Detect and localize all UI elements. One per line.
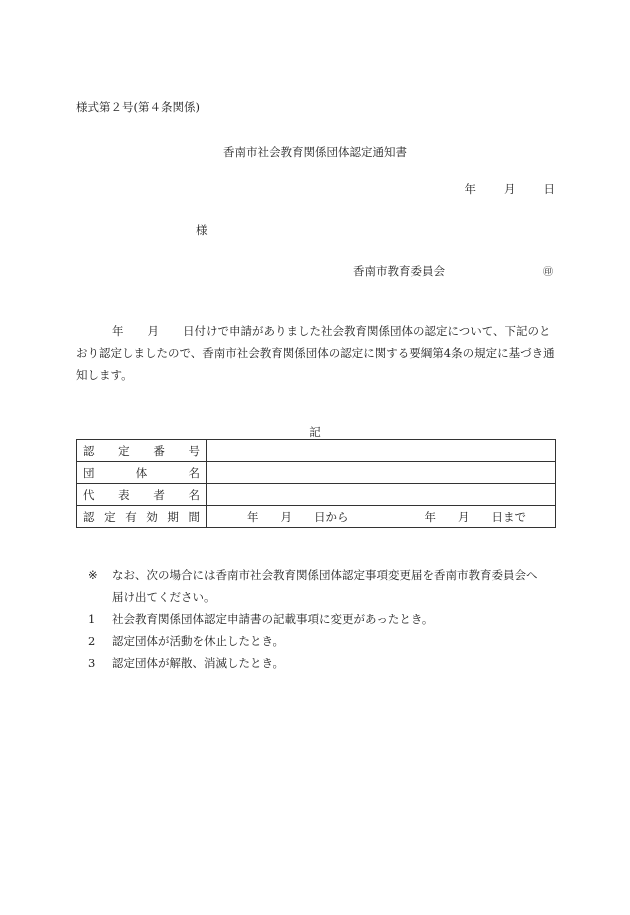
list-item bbox=[88, 652, 538, 674]
date-line bbox=[465, 181, 556, 197]
notes-intro bbox=[88, 564, 538, 586]
certification-table bbox=[76, 439, 556, 528]
body-year: 年 bbox=[112, 324, 124, 338]
note-item-text: 社会教育関係団体認定申請書の記載事項に変更があったとき。 bbox=[112, 612, 434, 626]
note-item-number: 3 bbox=[88, 656, 96, 670]
addressee-suffix: 様 bbox=[196, 223, 208, 237]
value-cert-number bbox=[207, 440, 556, 462]
notes-intro-continued bbox=[88, 586, 538, 608]
document-title: 香南市社会教育関係団体認定通知書 bbox=[223, 145, 407, 159]
ki-heading: 記 bbox=[309, 425, 321, 439]
date-month: 月 bbox=[504, 182, 516, 196]
table-row bbox=[77, 506, 556, 528]
date-day: 日 bbox=[543, 182, 555, 196]
list-item bbox=[88, 608, 538, 630]
label-valid-period: 認定有効期間 bbox=[77, 506, 207, 528]
body-paragraph bbox=[76, 320, 556, 386]
table-row bbox=[77, 440, 556, 462]
date-year: 年 bbox=[464, 182, 476, 196]
issuer-name: 香南市教育委員会 bbox=[353, 264, 445, 278]
note-mark: ※ bbox=[88, 568, 98, 582]
value-representative bbox=[207, 484, 556, 506]
note-item-number: 1 bbox=[88, 612, 96, 626]
label-group-name: 団体名 bbox=[77, 462, 207, 484]
label-cert-number: 認定番号 bbox=[77, 440, 207, 462]
label-representative: 代表者名 bbox=[77, 484, 207, 506]
value-valid-period bbox=[207, 506, 556, 528]
period-to-month: 月 bbox=[458, 509, 470, 524]
period-from-month: 月 bbox=[280, 509, 292, 524]
list-item bbox=[88, 630, 538, 652]
body-month: 月 bbox=[147, 324, 159, 338]
period-to-year: 年 bbox=[424, 509, 436, 524]
period-to-day: 日まで bbox=[491, 509, 526, 524]
period-from-year: 年 bbox=[247, 509, 259, 524]
value-group-name bbox=[207, 462, 556, 484]
notes-intro-line-2: 届け出てください。 bbox=[112, 590, 216, 604]
body-text: 日付けで申請がありました社会教育関係団体の認定について、下記のとおり認定しましたので、香南市社会教育関係団体の認定に関する要綱第4条の規定に基づき通知します。 bbox=[76, 324, 555, 382]
note-item-number: 2 bbox=[88, 634, 96, 648]
form-number: 様式第２号(第４条関係) bbox=[76, 100, 200, 114]
note-item-text: 認定団体が活動を休止したとき。 bbox=[112, 634, 285, 648]
table-row bbox=[77, 484, 556, 506]
seal-mark: ㊞ bbox=[543, 267, 553, 278]
table-row bbox=[77, 462, 556, 484]
notes-section bbox=[88, 564, 538, 674]
period-from-day: 日から bbox=[314, 509, 349, 524]
note-item-text: 認定団体が解散、消滅したとき。 bbox=[112, 656, 285, 670]
notes-intro-line-1: なお、次の場合には香南市社会教育関係団体認定事項変更届を香南市教育委員会へ bbox=[112, 568, 538, 582]
